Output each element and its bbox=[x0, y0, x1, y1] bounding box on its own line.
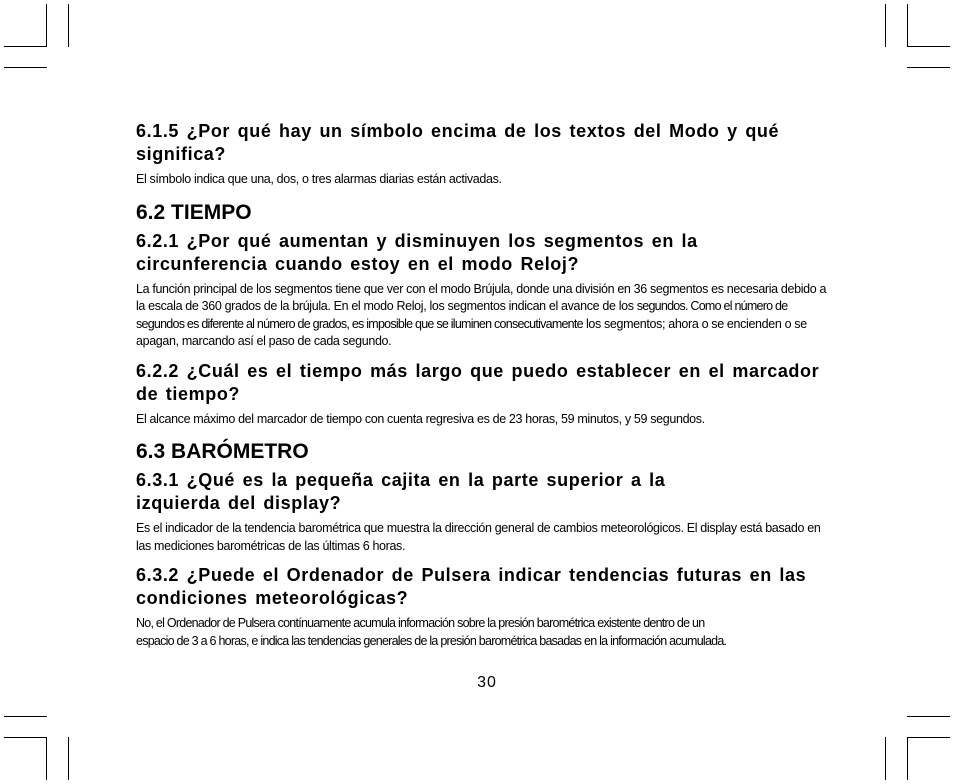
crop-mark bbox=[907, 4, 908, 47]
crop-mark bbox=[907, 737, 908, 780]
paragraph-6-3-2-line2: espacio de 3 a 6 horas, e indica las tendencias generales de la presión barométrica basadas en la información acumulada. bbox=[136, 633, 727, 648]
page-content bbox=[136, 120, 832, 650]
heading-6-2-2: 6.2.2 ¿Cuál es el tiempo más largo que puedo establecer en el marcador de tiempo? bbox=[136, 360, 820, 404]
heading-6-3-1 bbox=[136, 469, 832, 515]
crop-mark bbox=[68, 4, 69, 47]
heading-6-2: 6.2 TIEMPO bbox=[136, 200, 252, 224]
crop-mark bbox=[4, 67, 47, 68]
crop-mark bbox=[885, 4, 886, 47]
heading-6-3-1-line1: 6.3.1 ¿Qué es la pequeña cajita en la parte superior a la bbox=[136, 470, 666, 490]
heading-6-1-5: 6.1.5 ¿Por qué hay un símbolo encima de los textos del Modo y qué significa? bbox=[136, 121, 780, 164]
crop-mark bbox=[4, 716, 47, 717]
crop-mark bbox=[907, 716, 950, 717]
heading-6-3-1-line2: izquierda del display? bbox=[136, 493, 342, 513]
heading-6-2-1 bbox=[136, 230, 832, 276]
paragraph-6-2-2: El alcance máximo del marcador de tiempo con cuenta regresiva es de 23 horas, 59 minutos, y 59 segundos. bbox=[136, 411, 705, 426]
crop-mark bbox=[907, 67, 950, 68]
crop-mark bbox=[4, 46, 47, 47]
paragraph-6-3-2-line1: No, el Ordenador de Pulsera contínuamente acumula información sobre la presión barométrica existente dentro de un bbox=[136, 616, 705, 630]
crop-mark bbox=[907, 737, 950, 738]
paragraph-6-2-1-part1: La función principal de los segmentos tiene que ver con el modo Brújula, donde una división en 36 segmentos es necesaria debido a la escala de 360 grados de la brújula. En el modo Reloj, los segmentos indican el avance de los bbox=[136, 281, 827, 313]
paragraph-6-3-2 bbox=[136, 615, 832, 650]
crop-mark bbox=[907, 46, 950, 47]
heading-6-2-1-line1: 6.2.1 ¿Por qué aumentan y disminuyen los segmentos en la bbox=[136, 230, 698, 251]
crop-mark bbox=[46, 4, 47, 47]
paragraph-6-3-1: Es el indicador de la tendencia barométrica que muestra la dirección general de cambios meteorológicos. El display está basado en las mediciones barométricas de las últimas 6 horas. bbox=[136, 521, 821, 553]
heading-6-3-2: 6.3.2 ¿Puede el Ordenador de Pulsera indicar tendencias futuras en las condiciones meteorológicas? bbox=[136, 565, 807, 608]
crop-mark bbox=[4, 737, 47, 738]
paragraph-6-1-5: El símbolo indica que una, dos, o tres alarmas diarias están activadas. bbox=[136, 172, 502, 186]
paragraph-6-2-1 bbox=[136, 281, 832, 351]
crop-mark bbox=[885, 737, 886, 780]
heading-6-3: 6.3 BARÓMETRO bbox=[136, 440, 309, 463]
paragraph-6-2-1-part2: segundos. Como el número de segundos es diferente al número de grados, es imposible que se iluminen consecutivamente bbox=[136, 299, 788, 331]
page-number: 30 bbox=[477, 674, 497, 691]
crop-mark bbox=[46, 737, 47, 780]
paragraph-6-2-1-part3: los segmentos; ahora o se encienden o se apagan, marcando así el paso de cada segundo. bbox=[136, 316, 807, 348]
heading-6-2-1-line2: circunferencia cuando estoy en el modo Reloj? bbox=[136, 253, 580, 274]
crop-mark bbox=[68, 737, 69, 780]
